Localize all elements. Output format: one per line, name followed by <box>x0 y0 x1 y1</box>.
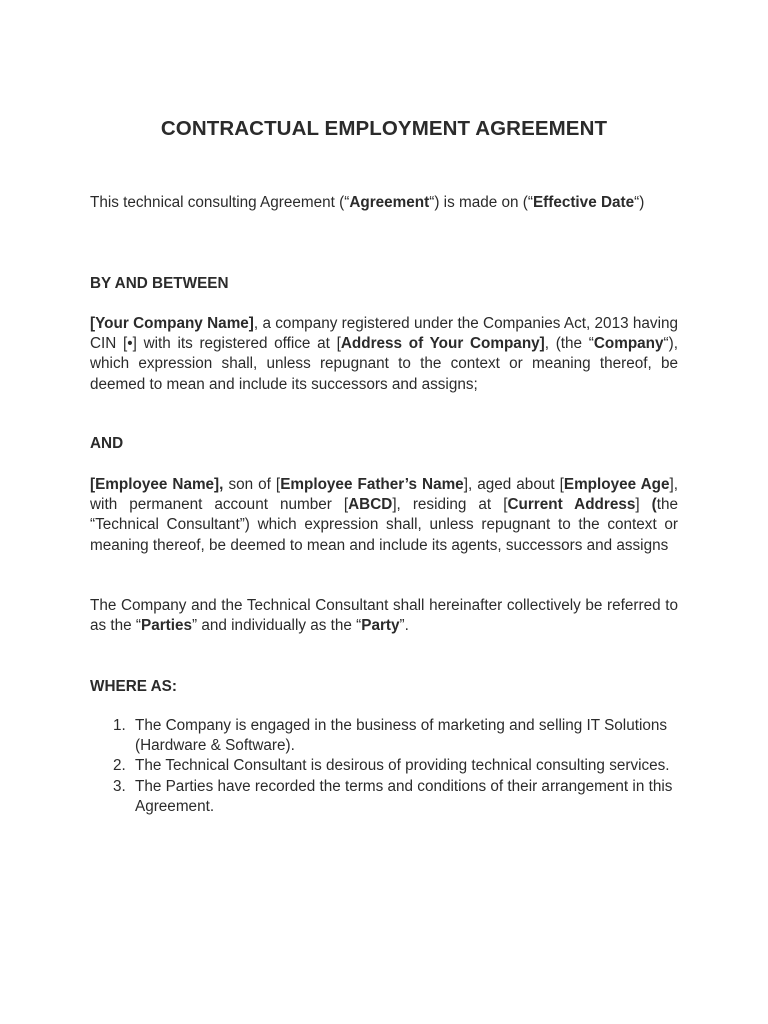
party-term: Party <box>361 617 400 635</box>
intro-text-2: “) is made on (“ <box>429 194 533 211</box>
by-and-between-heading: BY AND BETWEEN <box>90 275 229 292</box>
employee-text-3: ], with permanent account number [ <box>90 476 679 514</box>
employee-text-5: ] <box>635 496 652 514</box>
parties-term: Parties <box>141 617 193 635</box>
intro-paragraph <box>90 193 678 213</box>
employee-paragraph <box>90 475 678 556</box>
employee-text-2: ], aged about [ <box>463 476 564 493</box>
intro-effective-date-term: Effective Date <box>532 194 635 211</box>
list-item-text: The Technical Consultant is desirous of providing technical consulting services. <box>135 757 670 775</box>
employee-paren: ( <box>651 496 657 514</box>
where-as-heading: WHERE AS: <box>90 678 177 695</box>
employee-text-1: son of [ <box>223 476 281 493</box>
company-name-placeholder: [Your Company Name] <box>90 315 254 332</box>
list-item-number: 2. <box>113 757 126 775</box>
and-heading: AND <box>90 435 124 452</box>
employee-father-name-placeholder: Employee Father’s Name <box>280 476 464 493</box>
list-item <box>90 716 675 756</box>
intro-text-3: “) <box>634 194 645 211</box>
company-paragraph <box>90 314 678 395</box>
parties-text-3: ”. <box>399 617 409 635</box>
employee-pan-placeholder: ABCD <box>348 496 393 514</box>
employee-text-6: the “Technical Consultant”) which expression shall, unless repugnant to the context or meaning thereof, be deemed to mean and include its agents, successors and assigns <box>90 496 679 554</box>
recitals-list <box>90 716 678 817</box>
document-title: CONTRACTUAL EMPLOYMENT AGREEMENT <box>160 117 608 140</box>
list-item-text: The Parties have recorded the terms and conditions of their arrangement in this Agreement. <box>135 777 673 815</box>
list-item-text: The Company is engaged in the business of marketing and selling IT Solutions (Hardware & Software). <box>135 717 668 755</box>
company-text-3: “), which expression shall, unless repugnant to the context or meaning thereof, be deemed to mean and include its successors and assigns; <box>90 335 678 393</box>
employee-age-placeholder: Employee Age <box>563 476 670 493</box>
company-term: Company <box>593 335 664 353</box>
list-item-number: 3. <box>113 777 126 795</box>
intro-agreement-term: Agreement <box>349 194 430 211</box>
employee-address-placeholder: Current Address <box>507 496 636 514</box>
parties-text-1: The Company and the Technical Consultant shall hereinafter collectively be referred to as the “ <box>90 597 678 635</box>
company-text-2: , (the “ <box>544 335 594 353</box>
employee-text-4: ], residing at [ <box>392 496 508 514</box>
intro-text-1: This technical consulting Agreement (“ <box>90 194 350 211</box>
parties-paragraph <box>90 596 678 636</box>
employee-name-placeholder: [Employee Name], <box>90 476 224 493</box>
company-address-placeholder: Address of Your Company] <box>340 335 545 353</box>
company-text-1: , a company registered under the Companies Act, 2013 having CIN [•] with its registered office at [ <box>90 315 678 353</box>
list-item <box>90 777 675 817</box>
parties-text-2: ” and individually as the “ <box>192 617 362 635</box>
list-item <box>90 756 675 776</box>
list-item-number: 1. <box>113 717 126 734</box>
